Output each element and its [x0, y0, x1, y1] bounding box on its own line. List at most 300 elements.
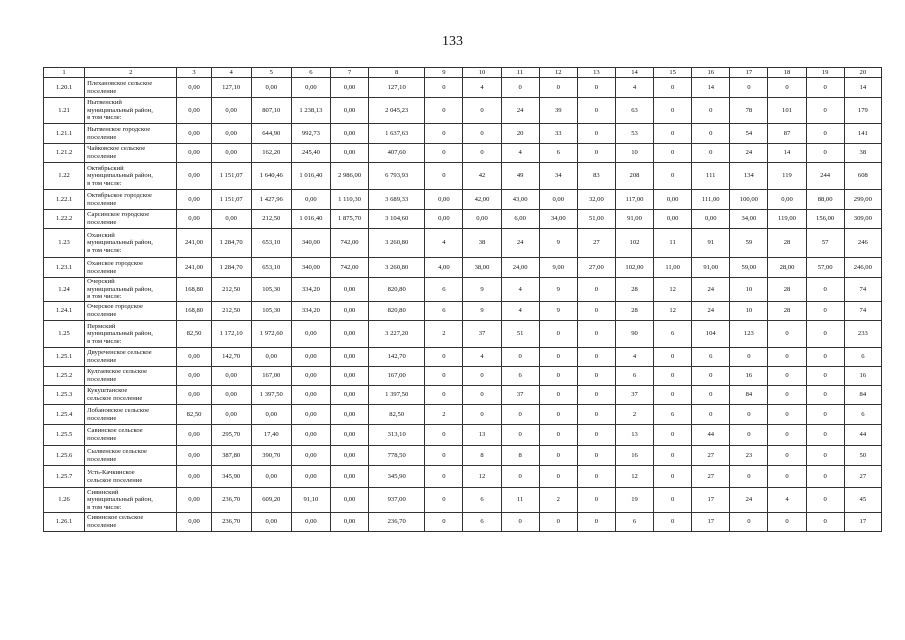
value-cell: 101 [768, 98, 806, 124]
row-name [85, 488, 177, 513]
value-cell: 51 [501, 321, 539, 348]
row-code: 1.22.2 [44, 210, 85, 229]
value-cell: 212,50 [211, 302, 251, 321]
value-cell: 0 [654, 144, 692, 163]
row-name [85, 367, 177, 386]
table-row [44, 321, 882, 348]
value-cell: 1 110,30 [330, 190, 368, 210]
value-cell: 0 [577, 144, 615, 163]
value-cell: 6 [615, 513, 653, 532]
value-cell: 6 793,93 [369, 163, 425, 190]
value-cell: 0 [577, 348, 615, 367]
value-cell: 0,00 [177, 348, 211, 367]
value-cell: 0,00 [291, 386, 330, 405]
value-cell: 0,00 [330, 78, 368, 98]
value-cell: 20 [501, 124, 539, 144]
value-cell: 74 [844, 278, 881, 302]
value-cell: 4 [463, 348, 501, 367]
value-cell: 59 [730, 229, 768, 258]
value-cell: 0 [806, 124, 844, 144]
value-cell: 0 [425, 367, 463, 386]
value-cell: 2 [615, 405, 653, 425]
value-cell: 12 [654, 278, 692, 302]
row-name-line: поселение [87, 357, 117, 364]
value-cell: 0 [654, 386, 692, 405]
value-cell: 28,00 [768, 258, 806, 278]
row-name [85, 386, 177, 405]
value-cell: 3 227,20 [369, 321, 425, 348]
value-cell: 0 [730, 348, 768, 367]
value-cell: 0 [577, 446, 615, 466]
value-cell: 1 284,70 [211, 258, 251, 278]
value-cell: 0,00 [251, 78, 291, 98]
value-cell: 6 [501, 367, 539, 386]
row-name [85, 446, 177, 466]
value-cell: 102,00 [615, 258, 653, 278]
row-name-line: Лобановское сельское [87, 406, 150, 414]
value-cell: 0 [577, 488, 615, 513]
value-cell: 0,00 [211, 386, 251, 405]
value-cell: 59,00 [730, 258, 768, 278]
value-cell: 88,00 [806, 190, 844, 210]
value-cell: 1 972,60 [251, 321, 291, 348]
value-cell: 37 [615, 386, 653, 405]
value-cell: 0 [463, 386, 501, 405]
value-cell: 1 238,13 [291, 98, 330, 124]
table-row [44, 278, 882, 302]
value-cell: 14 [768, 144, 806, 163]
value-cell: 119 [768, 163, 806, 190]
row-name [85, 144, 177, 163]
value-cell: 167,00 [369, 367, 425, 386]
value-cell: 0 [730, 513, 768, 532]
value-cell: 0,00 [463, 210, 501, 229]
value-cell: 4 [463, 78, 501, 98]
row-name-line: Сылвенское сельское [87, 447, 147, 455]
header-cell: 8 [369, 68, 425, 78]
value-cell: 42,00 [463, 190, 501, 210]
row-code: 1.26 [44, 488, 85, 513]
value-cell: 0 [692, 124, 730, 144]
row-code: 1.20.1 [44, 78, 85, 98]
row-name [85, 278, 177, 302]
value-cell: 0 [806, 405, 844, 425]
value-cell: 0,00 [177, 386, 211, 405]
value-cell: 27 [692, 466, 730, 488]
value-cell: 1 016,40 [291, 210, 330, 229]
row-name-line: Кукуштанское [87, 387, 128, 395]
value-cell: 236,70 [369, 513, 425, 532]
row-name-line: Сивинское сельское [87, 514, 144, 522]
value-cell: 1 640,46 [251, 163, 291, 190]
value-cell: 0,00 [177, 163, 211, 190]
value-cell: 0,00 [177, 144, 211, 163]
value-cell: 44 [692, 425, 730, 446]
value-cell: 9 [539, 278, 577, 302]
value-cell: 0,00 [330, 348, 368, 367]
value-cell: 168,80 [177, 302, 211, 321]
value-cell: 246 [844, 229, 881, 258]
value-cell: 9,00 [539, 258, 577, 278]
value-cell: 27,00 [577, 258, 615, 278]
row-code: 1.21.1 [44, 124, 85, 144]
value-cell: 807,10 [251, 98, 291, 124]
value-cell: 4 [768, 488, 806, 513]
value-cell: 11 [654, 229, 692, 258]
row-name-line: поселение [87, 133, 117, 141]
value-cell: 0 [768, 386, 806, 405]
header-cell: 12 [539, 68, 577, 78]
value-cell: 3 260,80 [369, 258, 425, 278]
row-name-line: поселение [87, 435, 117, 442]
value-cell: 23 [730, 446, 768, 466]
header-cell: 18 [768, 68, 806, 78]
value-cell: 74 [844, 302, 881, 321]
table-row [44, 190, 882, 210]
value-cell: 0,00 [177, 425, 211, 446]
value-cell: 6 [463, 513, 501, 532]
value-cell: 0,00 [291, 348, 330, 367]
value-cell: 82,50 [177, 405, 211, 425]
value-cell: 0 [425, 98, 463, 124]
value-cell: 1 284,70 [211, 229, 251, 258]
row-code: 1.26.1 [44, 513, 85, 532]
row-name-line: муниципальный район, [87, 239, 153, 247]
value-cell: 9 [463, 278, 501, 302]
value-cell: 0 [654, 78, 692, 98]
value-cell: 6 [539, 144, 577, 163]
row-name [85, 513, 177, 532]
value-cell: 14 [692, 78, 730, 98]
value-cell: 6 [615, 367, 653, 386]
value-cell: 3 104,60 [369, 210, 425, 229]
value-cell: 0 [768, 321, 806, 348]
row-name-line: Усть-Качкинское [87, 468, 135, 476]
value-cell: 0 [501, 425, 539, 446]
row-code: 1.22.1 [44, 190, 85, 210]
value-cell: 0 [501, 466, 539, 488]
value-cell: 345,90 [369, 466, 425, 488]
value-cell: 0,00 [251, 466, 291, 488]
value-cell: 0 [806, 513, 844, 532]
value-cell: 0,00 [177, 488, 211, 513]
row-name-line: поселение [87, 376, 117, 383]
value-cell: 0,00 [211, 405, 251, 425]
row-name [85, 78, 177, 98]
value-cell: 241,00 [177, 229, 211, 258]
value-cell: 16 [615, 446, 653, 466]
value-cell: 142,70 [369, 348, 425, 367]
value-cell: 0 [806, 386, 844, 405]
header-cell: 5 [251, 68, 291, 78]
value-cell: 156,00 [806, 210, 844, 229]
value-cell: 992,73 [291, 124, 330, 144]
value-cell: 609,20 [251, 488, 291, 513]
row-name-line: сельское поселение [87, 476, 143, 484]
value-cell: 84 [844, 386, 881, 405]
row-code: 1.21 [44, 98, 85, 124]
value-cell: 0 [463, 367, 501, 386]
value-cell: 0,00 [291, 466, 330, 488]
value-cell: 90 [615, 321, 653, 348]
value-cell: 0 [501, 348, 539, 367]
value-cell: 0,00 [291, 425, 330, 446]
value-cell: 0 [425, 163, 463, 190]
value-cell: 51,00 [577, 210, 615, 229]
value-cell: 0,00 [211, 98, 251, 124]
value-cell: 1 397,50 [251, 386, 291, 405]
value-cell: 6 [844, 405, 881, 425]
value-cell: 38,00 [463, 258, 501, 278]
value-cell: 0 [577, 405, 615, 425]
row-name-line: муниципальный район, [87, 172, 153, 180]
row-code: 1.25 [44, 321, 85, 348]
value-cell: 0 [577, 466, 615, 488]
value-cell: 0 [768, 78, 806, 98]
value-cell: 0,00 [330, 124, 368, 144]
table-row [44, 348, 882, 367]
value-cell: 91,00 [615, 210, 653, 229]
value-cell: 0 [425, 144, 463, 163]
value-cell: 0 [577, 386, 615, 405]
value-cell: 0,00 [177, 78, 211, 98]
row-code: 1.24.1 [44, 302, 85, 321]
value-cell: 0,00 [177, 513, 211, 532]
value-cell: 0 [425, 446, 463, 466]
value-cell: 123 [730, 321, 768, 348]
value-cell: 0 [768, 466, 806, 488]
value-cell: 245,40 [291, 144, 330, 163]
row-name-line: поселение [87, 219, 117, 226]
value-cell: 0 [806, 466, 844, 488]
value-cell: 0,00 [291, 321, 330, 348]
header-cell: 19 [806, 68, 844, 78]
table-row [44, 98, 882, 124]
row-name-line: поселение [87, 153, 117, 160]
value-cell: 27 [844, 466, 881, 488]
value-cell: 0 [768, 446, 806, 466]
value-cell: 24 [501, 98, 539, 124]
value-cell: 63 [615, 98, 653, 124]
value-cell: 37 [463, 321, 501, 348]
value-cell: 17,40 [251, 425, 291, 446]
value-cell: 17 [692, 488, 730, 513]
value-cell: 0 [577, 78, 615, 98]
value-cell: 0 [730, 425, 768, 446]
row-name-line: поселение [87, 455, 117, 463]
table-row [44, 446, 882, 466]
value-cell: 0 [501, 78, 539, 98]
value-cell: 0 [463, 98, 501, 124]
row-name [85, 466, 177, 488]
row-name [85, 98, 177, 124]
table-row [44, 144, 882, 163]
value-cell: 0,00 [330, 488, 368, 513]
row-name-line: поселение [87, 311, 117, 318]
value-cell: 2 045,23 [369, 98, 425, 124]
header-cell: 14 [615, 68, 653, 78]
value-cell: 0 [806, 144, 844, 163]
row-name-line: в том числе: [87, 503, 122, 511]
value-cell: 0,00 [330, 367, 368, 386]
row-name-line: Оханское городское [87, 259, 144, 267]
value-cell: 38 [844, 144, 881, 163]
value-cell: 0,00 [330, 386, 368, 405]
value-cell: 608 [844, 163, 881, 190]
header-cell: 15 [654, 68, 692, 78]
value-cell: 91 [692, 229, 730, 258]
value-cell: 6 [692, 348, 730, 367]
row-name [85, 163, 177, 190]
value-cell: 0 [539, 348, 577, 367]
value-cell: 4 [501, 278, 539, 302]
value-cell: 24 [730, 144, 768, 163]
header-cell: 1 [44, 68, 85, 78]
header-cell: 13 [577, 68, 615, 78]
value-cell: 0 [768, 513, 806, 532]
value-cell: 91,00 [692, 258, 730, 278]
value-cell: 0,00 [654, 190, 692, 210]
value-cell: 82,50 [177, 321, 211, 348]
value-cell: 299,00 [844, 190, 881, 210]
value-cell: 0 [654, 367, 692, 386]
value-cell: 212,50 [251, 210, 291, 229]
table-row [44, 124, 882, 144]
table-row [44, 258, 882, 278]
row-name-line: поселение [87, 199, 117, 207]
value-cell: 17 [692, 513, 730, 532]
value-cell: 0 [425, 78, 463, 98]
row-name [85, 229, 177, 258]
value-cell: 2 [425, 405, 463, 425]
value-cell: 1 427,96 [251, 190, 291, 210]
value-cell: 1 172,10 [211, 321, 251, 348]
table-row [44, 163, 882, 190]
value-cell: 19 [615, 488, 653, 513]
row-name [85, 348, 177, 367]
value-cell: 49 [501, 163, 539, 190]
header-cell: 10 [463, 68, 501, 78]
value-cell: 1 875,70 [330, 210, 368, 229]
value-cell: 1 151,07 [211, 163, 251, 190]
value-cell: 167,00 [251, 367, 291, 386]
value-cell: 0 [539, 367, 577, 386]
value-cell: 0 [539, 513, 577, 532]
value-cell: 3 689,33 [369, 190, 425, 210]
value-cell: 4 [501, 302, 539, 321]
value-cell: 0 [730, 405, 768, 425]
row-name-line: сельское поселение [87, 395, 143, 402]
row-name-line: Нытвенское городское [87, 125, 151, 133]
row-name-line: Октябрьский [87, 164, 124, 172]
value-cell: 8 [501, 446, 539, 466]
row-name-line: в том числе: [87, 293, 122, 301]
header-cell: 6 [291, 68, 330, 78]
value-cell: 168,80 [177, 278, 211, 302]
value-cell: 0,00 [177, 446, 211, 466]
value-cell: 244 [806, 163, 844, 190]
value-cell: 0,00 [330, 513, 368, 532]
row-name-line: Двуреченское сельское [87, 349, 152, 357]
value-cell: 28 [768, 278, 806, 302]
value-cell: 0,00 [211, 210, 251, 229]
value-cell: 127,10 [369, 78, 425, 98]
value-cell: 16 [844, 367, 881, 386]
row-code: 1.25.4 [44, 405, 85, 425]
value-cell: 142,70 [211, 348, 251, 367]
value-cell: 236,70 [211, 513, 251, 532]
value-cell: 0,00 [330, 425, 368, 446]
value-cell: 0 [425, 386, 463, 405]
value-cell: 38 [463, 229, 501, 258]
value-cell: 162,20 [251, 144, 291, 163]
value-cell: 105,30 [251, 302, 291, 321]
value-cell: 6 [463, 488, 501, 513]
value-cell: 45 [844, 488, 881, 513]
value-cell: 0 [806, 488, 844, 513]
row-name [85, 321, 177, 348]
row-name-line: в том числе: [87, 246, 122, 254]
value-cell: 0 [654, 466, 692, 488]
row-code: 1.23.1 [44, 258, 85, 278]
header-cell: 17 [730, 68, 768, 78]
value-cell: 0 [692, 144, 730, 163]
row-code: 1.25.7 [44, 466, 85, 488]
value-cell: 0,00 [291, 513, 330, 532]
row-name-line: Плехановское сельское [87, 79, 153, 87]
value-cell: 13 [615, 425, 653, 446]
row-code: 1.25.5 [44, 425, 85, 446]
value-cell: 11,00 [654, 258, 692, 278]
value-cell: 0 [577, 321, 615, 348]
value-cell: 0 [654, 124, 692, 144]
value-cell: 0 [806, 78, 844, 98]
value-cell: 24 [692, 302, 730, 321]
data-table [43, 67, 882, 532]
value-cell: 0,00 [177, 124, 211, 144]
value-cell: 0,00 [425, 190, 463, 210]
value-cell: 54 [730, 124, 768, 144]
value-cell: 0,00 [291, 78, 330, 98]
value-cell: 742,00 [330, 229, 368, 258]
value-cell: 0 [806, 302, 844, 321]
table-row [44, 386, 882, 405]
row-name [85, 210, 177, 229]
table-row [44, 425, 882, 446]
row-name-line: Нытвенский [87, 99, 122, 107]
value-cell: 57 [806, 229, 844, 258]
value-cell: 179 [844, 98, 881, 124]
row-code: 1.24 [44, 278, 85, 302]
value-cell: 309,00 [844, 210, 881, 229]
value-cell: 241,00 [177, 258, 211, 278]
value-cell: 0,00 [251, 405, 291, 425]
value-cell: 4,00 [425, 258, 463, 278]
row-code: 1.25.3 [44, 386, 85, 405]
row-code: 1.21.2 [44, 144, 85, 163]
value-cell: 0,00 [330, 302, 368, 321]
value-cell: 0 [806, 367, 844, 386]
value-cell: 12 [463, 466, 501, 488]
header-cell: 3 [177, 68, 211, 78]
table-row [44, 229, 882, 258]
row-name-line: Сарсинское городское [87, 211, 150, 219]
value-cell: 1 637,63 [369, 124, 425, 144]
row-name-line: Чайковское сельское [87, 145, 146, 153]
value-cell: 0 [425, 348, 463, 367]
row-name [85, 190, 177, 210]
row-name-line: муниципальный район, [87, 496, 153, 504]
